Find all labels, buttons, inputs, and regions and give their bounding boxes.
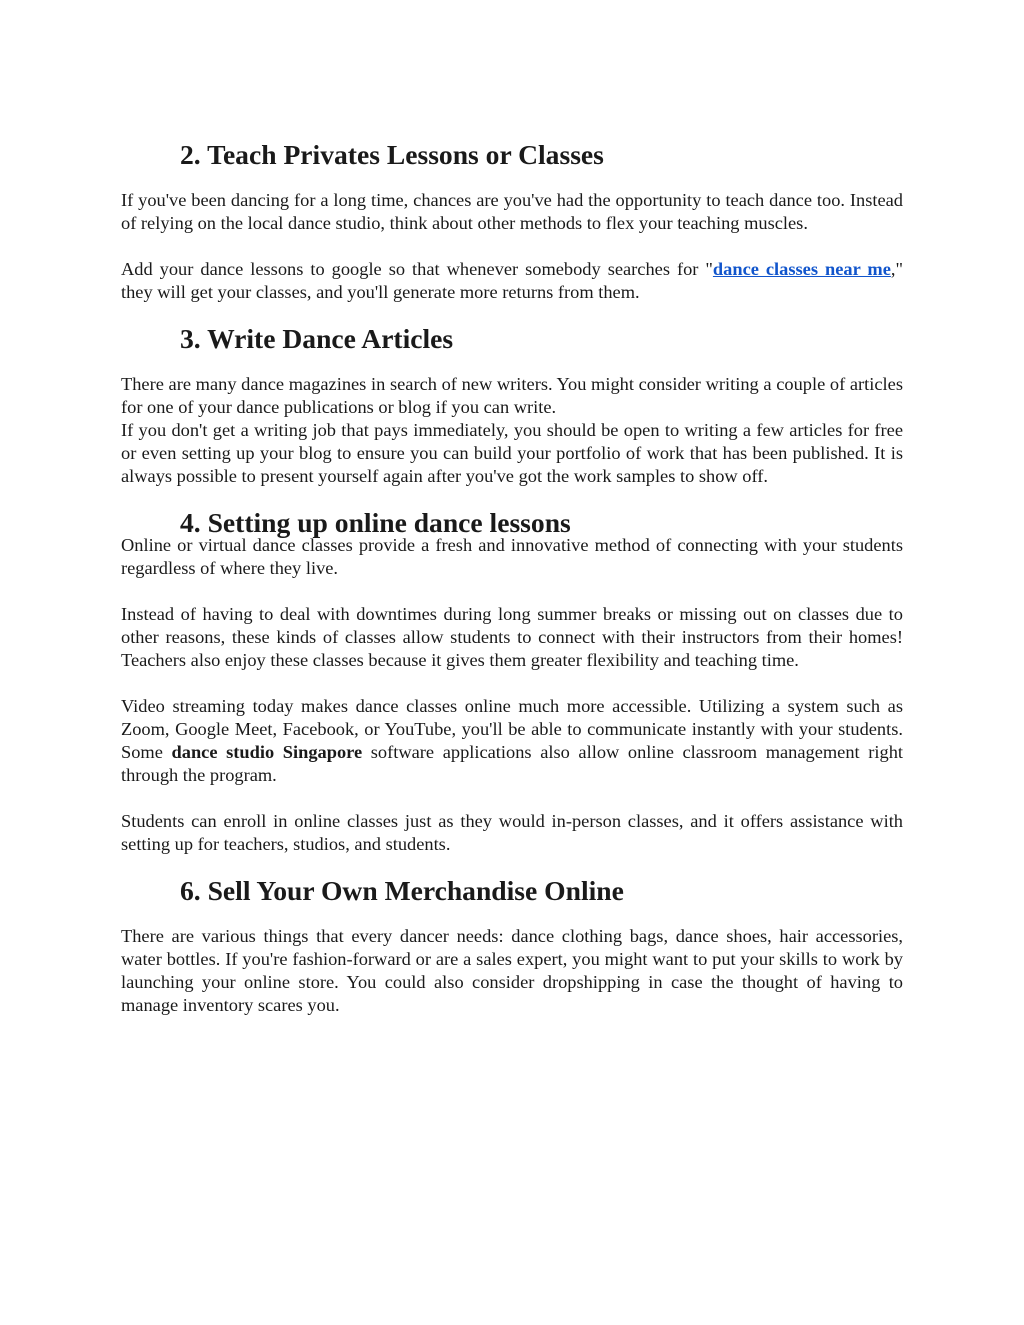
paragraph: Online or virtual dance classes provide a fresh and innovative method of connecting with your students regardless of where they live. [121,535,903,578]
spacer [121,580,903,603]
text-span: ," they will get your classes, and you'll generate more returns from them. [121,259,903,302]
section-heading-write-dance-articles: 3. Write Dance Articles [180,323,454,354]
section-heading-sell-merchandise: 6. Sell Your Own Merchandise Online [180,875,624,906]
spacer [121,787,903,810]
dance-classes-near-me-link[interactable]: dance classes near me [712,259,891,279]
text-span: software applications also allow online classroom management right through the program. [121,742,903,785]
bold-keyword: dance studio Singapore [171,742,363,762]
spacer [121,235,903,258]
paragraph: There are many dance magazines in search of new writers. You might consider writing a couple of articles for one of your dance publications or blog if you can write. [121,374,903,417]
document-page [121,139,903,1017]
text-span: Add your dance lessons to google so that whenever somebody searches for " [121,259,713,279]
paragraph: Instead of having to deal with downtimes during long summer breaks or missing out on classes due to other reasons, these kinds of classes allow students to connect with their instructors from their homes! Teachers also enjoy these classes because it gives them greater flexibility and teaching time. [121,604,903,670]
spacer [121,672,903,695]
paragraph: Students can enroll in online classes just as they would in-person classes, and it offers assistance with setting up for teachers, studios, and students. [121,811,903,854]
section-heading-teach-private-lessons: 2. Teach Privates Lessons or Classes [180,139,604,170]
section-heading-online-dance-lessons: 4. Setting up online dance lessons [180,507,571,538]
paragraph-with-link [121,258,903,304]
paragraph: There are various things that every dancer needs: dance clothing bags, dance shoes, hair accessories, water bottles. If you're fashion-forward or are a sales expert, you might want to put your skills to work by launching your online store. You could also consider dropshipping in case the thought of having to manage inventory scares you. [121,926,903,1015]
paragraph: If you've been dancing for a long time, chances are you've had the opportunity to teach dance too. Instead of relying on the local dance studio, think about other methods to flex your teaching muscles. [121,190,903,233]
text-span: Video streaming today makes dance classes online much more accessible. Utilizing a system such as Zoom, Google Meet, Facebook, or YouTube, you'll be able to communicate instantly with your students. Some [121,696,903,762]
paragraph: If you don't get a writing job that pays immediately, you should be open to writing a few articles for free or even setting up your blog to ensure you can build your portfolio of work that has been published. It is always possible to present yourself again after you've got the work samples to show off. [121,420,903,486]
paragraph-with-bold [121,695,903,787]
